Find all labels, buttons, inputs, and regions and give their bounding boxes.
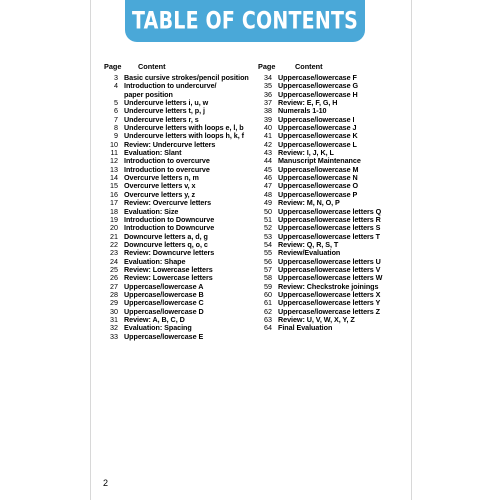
entry-page-number: 62 bbox=[264, 306, 272, 316]
entry-content: Uppercase/lowercase letters Y bbox=[278, 298, 381, 308]
toc-entry bbox=[258, 324, 408, 332]
entry-page-number: 25 bbox=[110, 264, 118, 274]
entry-content: Review: Undercurve letters bbox=[124, 139, 216, 149]
entry-page-number: 38 bbox=[264, 106, 272, 116]
entry-page-number: 18 bbox=[110, 206, 118, 216]
entry-content: Uppercase/lowercase I bbox=[278, 114, 355, 124]
entry-content: Introduction to Downcurve bbox=[124, 214, 215, 224]
entry-page-number: 36 bbox=[264, 89, 272, 99]
entry-page-number: 58 bbox=[264, 273, 272, 283]
entry-content: Evaluation: Shape bbox=[124, 256, 186, 266]
entry-page-number: 63 bbox=[264, 314, 272, 324]
entry-content: Introduction to undercurve/ paper position bbox=[124, 81, 217, 99]
entry-page-number: 26 bbox=[110, 273, 118, 283]
entry-content: Evaluation: Spacing bbox=[124, 323, 192, 333]
entry-page-number: 24 bbox=[110, 256, 118, 266]
entry-page-number: 46 bbox=[264, 173, 272, 183]
entry-content: Uppercase/lowercase letters Q bbox=[278, 206, 382, 216]
toc-entry bbox=[104, 333, 254, 341]
entry-page-number: 16 bbox=[110, 189, 118, 199]
entry-page-number: 39 bbox=[264, 114, 272, 124]
entry-content: Evaluation: Slant bbox=[124, 148, 182, 158]
entry-content: Overcurve letters n, m bbox=[124, 173, 199, 183]
entry-content: Uppercase/lowercase letters S bbox=[278, 223, 381, 233]
entry-page-number: 23 bbox=[110, 248, 118, 258]
entry-page-number: 60 bbox=[264, 289, 272, 299]
entry-content: Uppercase/lowercase F bbox=[278, 73, 357, 82]
entry-page-number: 53 bbox=[264, 231, 272, 241]
entry-page-number: 61 bbox=[264, 298, 272, 308]
entry-content: Uppercase/lowercase O bbox=[278, 181, 359, 191]
entry-page-number: 5 bbox=[114, 98, 118, 108]
entry-page-number: 14 bbox=[110, 173, 118, 183]
entry-page-number: 51 bbox=[264, 214, 272, 224]
entry-page-number: 64 bbox=[264, 323, 272, 333]
entry-content: Undercurve letters r, s bbox=[124, 114, 199, 124]
entry-content: Undercurve letters i, u, w bbox=[124, 98, 209, 108]
entry-page-number: 32 bbox=[110, 323, 118, 333]
entry-page-number: 49 bbox=[264, 198, 272, 208]
entry-page-number: 20 bbox=[110, 223, 118, 233]
entry-content: Uppercase/lowercase M bbox=[278, 164, 359, 174]
entry-page-number: 40 bbox=[264, 123, 272, 133]
entry-page-number: 37 bbox=[264, 98, 272, 108]
entry-page-number: 31 bbox=[110, 314, 118, 324]
entry-content: Uppercase/lowercase letters R bbox=[278, 214, 381, 224]
title-banner bbox=[125, 0, 365, 42]
entry-page-number: 7 bbox=[114, 114, 118, 124]
entry-page-number: 17 bbox=[110, 198, 118, 208]
entry-page-number: 33 bbox=[110, 331, 118, 341]
entry-content: Final Evaluation bbox=[278, 323, 333, 333]
entry-page-number: 12 bbox=[110, 156, 118, 166]
entry-page-number: 35 bbox=[264, 81, 272, 91]
entry-page-number: 27 bbox=[110, 281, 118, 291]
toc-column-left bbox=[104, 62, 254, 341]
entry-content: Overcurve letters y, z bbox=[124, 189, 196, 199]
entry-content: Review: Q, R, S, T bbox=[278, 239, 339, 249]
entry-page-number: 43 bbox=[264, 148, 272, 158]
entry-page-number: 15 bbox=[110, 181, 118, 191]
entry-content: Review: Checkstroke joinings bbox=[278, 281, 379, 291]
entry-content: Review: U, V, W, X, Y, Z bbox=[278, 314, 355, 324]
entry-page-number: 21 bbox=[110, 231, 118, 241]
entry-content: Review: Lowercase letters bbox=[124, 273, 213, 283]
entry-page-number: 11 bbox=[110, 148, 118, 158]
entry-content: Uppercase/lowercase letters X bbox=[278, 289, 381, 299]
entry-content: Downcurve letters a, d, g bbox=[124, 231, 208, 241]
entry-content: Uppercase/lowercase letters T bbox=[278, 231, 381, 241]
entry-page-number: 54 bbox=[264, 239, 272, 249]
entry-content: Uppercase/lowercase letters V bbox=[278, 264, 381, 274]
entry-page-number: 30 bbox=[110, 306, 118, 316]
toc-column-right bbox=[258, 62, 408, 333]
entry-content: Overcurve letters v, x bbox=[124, 181, 196, 191]
entry-page-number: 45 bbox=[264, 164, 272, 174]
entry-page-number: 22 bbox=[110, 239, 118, 249]
entry-page-number: 4 bbox=[114, 81, 118, 91]
entry-page-number: 44 bbox=[264, 156, 272, 166]
entry-content: Review: I, J, K, L bbox=[278, 148, 334, 158]
entry-page-number: 10 bbox=[110, 139, 118, 149]
entry-content: Review: E, F, G, H bbox=[278, 98, 338, 108]
entry-content: Uppercase/lowercase N bbox=[278, 173, 358, 183]
entry-page-number: 8 bbox=[114, 123, 118, 133]
entry-content: Review: Overcurve letters bbox=[124, 198, 212, 208]
entry-content: Uppercase/lowercase K bbox=[278, 131, 358, 141]
entry-page-number: 29 bbox=[110, 298, 118, 308]
entry-content: Review: A, B, C, D bbox=[124, 314, 185, 324]
entry-page-number: 34 bbox=[264, 73, 272, 82]
entry-content: Uppercase/lowercase G bbox=[278, 81, 359, 91]
entry-content: Undercurve letters with loops h, k, f bbox=[124, 131, 244, 141]
entry-content: Uppercase/lowercase B bbox=[124, 289, 204, 299]
toc-entry bbox=[104, 82, 254, 99]
entry-content: Downcurve letters q, o, c bbox=[124, 239, 208, 249]
toc-list-left bbox=[104, 74, 254, 341]
entry-content: Uppercase/lowercase J bbox=[278, 123, 357, 133]
entry-content: Uppercase/lowercase letters Z bbox=[278, 306, 381, 316]
entry-content: Uppercase/lowercase letters W bbox=[278, 273, 383, 283]
entry-page-number: 19 bbox=[110, 214, 118, 224]
entry-page-number: 57 bbox=[264, 264, 272, 274]
entry-page-number: 55 bbox=[264, 248, 272, 258]
entry-page-number: 59 bbox=[264, 281, 272, 291]
page-number: 2 bbox=[103, 478, 109, 488]
entry-page-number: 41 bbox=[264, 131, 272, 141]
entry-page-number: 42 bbox=[264, 139, 272, 149]
entry-page-number: 9 bbox=[114, 131, 118, 141]
entry-content: Evaluation: Size bbox=[124, 206, 179, 216]
entry-content: Introduction to overcurve bbox=[124, 164, 210, 174]
entry-content: Review/Evaluation bbox=[278, 248, 341, 258]
entry-content: Uppercase/lowercase C bbox=[124, 298, 204, 308]
entry-page-number: 28 bbox=[110, 289, 118, 299]
entry-content: Review: M, N, O, P bbox=[278, 198, 340, 208]
entry-page-number: 3 bbox=[114, 73, 118, 82]
toc-list-right bbox=[258, 74, 408, 333]
header-page: Page bbox=[104, 62, 122, 71]
entry-page-number: 52 bbox=[264, 223, 272, 233]
entry-content: Uppercase/lowercase D bbox=[124, 306, 204, 316]
entry-page-number: 47 bbox=[264, 181, 272, 191]
entry-content: Review: Downcurve letters bbox=[124, 248, 215, 258]
entry-page-number: 6 bbox=[114, 106, 118, 116]
entry-content: Undercurve letters t, p, j bbox=[124, 106, 205, 116]
entry-content: Uppercase/lowercase letters U bbox=[278, 256, 381, 266]
entry-content: Uppercase/lowercase H bbox=[278, 89, 358, 99]
entry-content: Introduction to Downcurve bbox=[124, 223, 215, 233]
entry-content: Uppercase/lowercase L bbox=[278, 139, 357, 149]
entry-page-number: 48 bbox=[264, 189, 272, 199]
header-content: Content bbox=[295, 62, 323, 71]
header-page: Page bbox=[258, 62, 276, 71]
entry-page-number: 13 bbox=[110, 164, 118, 174]
entry-content: Review: Lowercase letters bbox=[124, 264, 213, 274]
entry-content: Uppercase/lowercase A bbox=[124, 281, 204, 291]
entry-content: Undercurve letters with loops e, l, b bbox=[124, 123, 244, 133]
entry-content: Manuscript Maintenance bbox=[278, 156, 361, 166]
entry-content: Introduction to overcurve bbox=[124, 156, 210, 166]
entry-content: Uppercase/lowercase P bbox=[278, 189, 358, 199]
entry-content: Basic cursive strokes/pencil position bbox=[124, 73, 249, 82]
header-content: Content bbox=[138, 62, 166, 71]
entry-page-number: 50 bbox=[264, 206, 272, 216]
entry-content: Numerals 1-10 bbox=[278, 106, 327, 116]
page-title: TABLE OF CONTENTS bbox=[131, 7, 358, 35]
entry-page-number: 56 bbox=[264, 256, 272, 266]
entry-content: Uppercase/lowercase E bbox=[124, 331, 204, 341]
